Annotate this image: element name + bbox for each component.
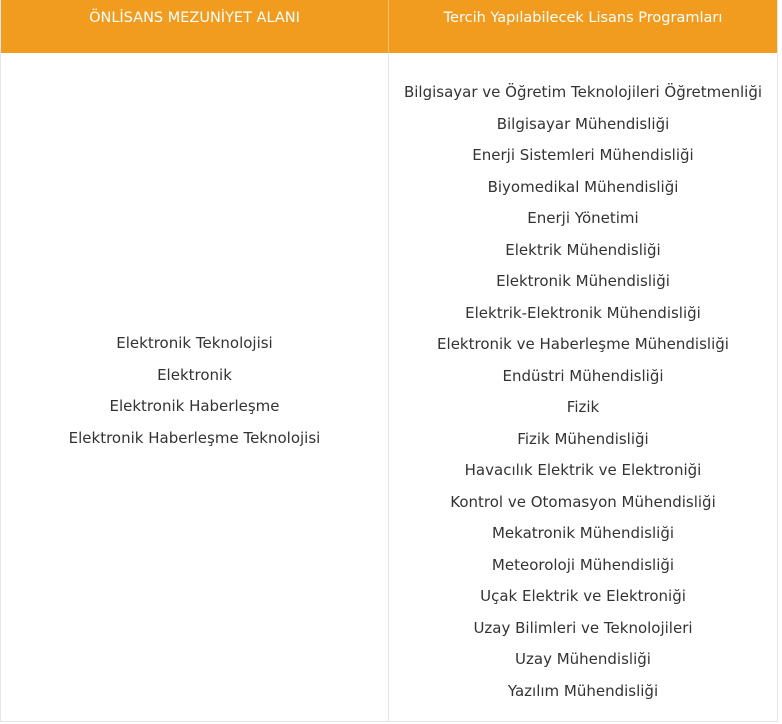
- onlisans-item: Elektronik Haberleşme: [109, 397, 280, 415]
- onlisans-column: [1, 53, 389, 721]
- header-onlisans-alani: ÖNLİSANS MEZUNİYET ALANI: [1, 0, 389, 53]
- lisans-item: Uzay Bilimleri ve Teknolojileri: [473, 618, 693, 637]
- lisans-item: Biyomedikal Mühendisliği: [487, 177, 679, 196]
- lisans-item: Elektrik-Elektronik Mühendisliği: [465, 303, 701, 322]
- lisans-item: Fizik: [566, 398, 600, 416]
- lisans-column: [389, 53, 777, 721]
- lisans-item: Endüstri Mühendisliği: [502, 366, 664, 385]
- lisans-item: Enerji Sistemleri Mühendisliği: [472, 146, 694, 164]
- lisans-item: Elektrik Mühendisliği: [505, 240, 661, 259]
- lisans-item: Kontrol ve Otomasyon Mühendisliği: [450, 492, 716, 511]
- onlisans-item: Elektronik Haberleşme Teknolojisi: [68, 428, 321, 447]
- lisans-item: Elektronik Mühendisliği: [496, 272, 670, 290]
- onlisans-item: Elektronik Teknolojisi: [116, 334, 273, 352]
- lisans-item: Yazılım Mühendisliği: [507, 681, 659, 700]
- table-header: [1, 0, 777, 53]
- lisans-item: Elektronik ve Haberleşme Mühendisliği: [437, 335, 729, 353]
- lisans-item: Uzay Mühendisliği: [515, 650, 651, 668]
- lisans-item: Uçak Elektrik ve Elektroniği: [480, 587, 686, 605]
- lisans-item: Enerji Yönetimi: [527, 209, 639, 227]
- header-lisans-programlari: Tercih Yapılabilecek Lisans Programları: [443, 10, 723, 26]
- lisans-item: Mekatronik Mühendisliği: [491, 524, 675, 542]
- lisans-item: Bilgisayar ve Öğretim Teknolojileri Öğretmenliği: [403, 83, 763, 101]
- lisans-item: Meteoroloji Mühendisliği: [491, 555, 675, 574]
- lisans-item: Bilgisayar Mühendisliği: [496, 114, 670, 133]
- onlisans-item: Elektronik: [157, 365, 232, 384]
- lisans-item: Havacılık Elektrik ve Elektroniği: [464, 461, 702, 479]
- lisans-item: Fizik Mühendisliği: [517, 429, 649, 448]
- table-body: [1, 53, 777, 721]
